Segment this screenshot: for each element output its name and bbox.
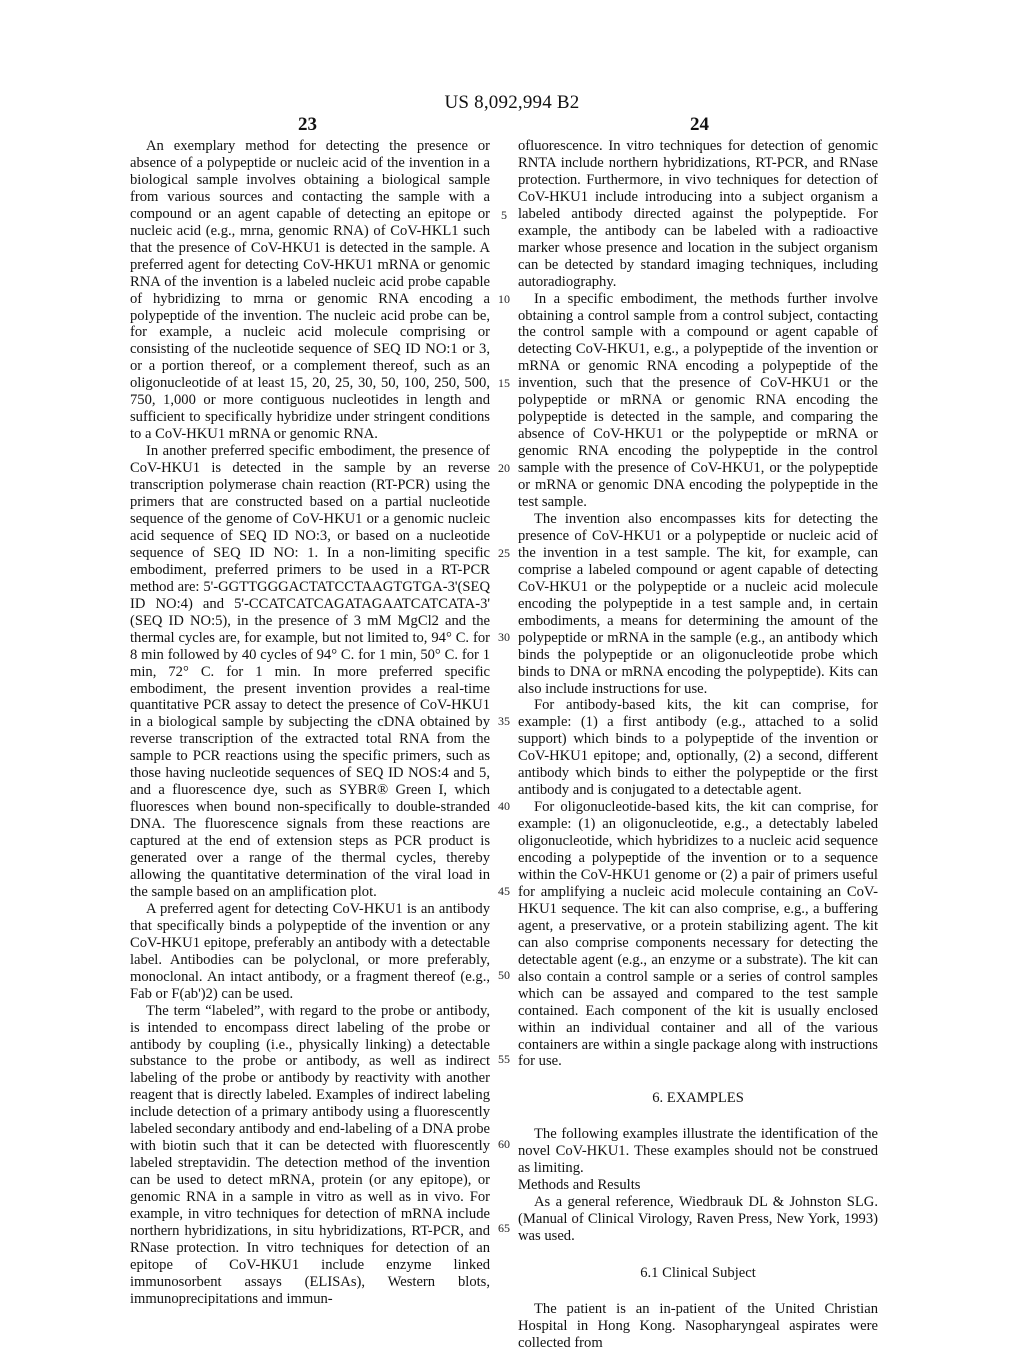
- line-number: 15: [498, 376, 510, 390]
- paragraph: An exemplary method for detecting the presence or absence of a polypeptide or nucleic acid of the invention in a biological sample involves obtaining a biological sample from various sources and contacting the sample with a compound or an agent capable of detecting an epitope or nucleic acid (e.g., mrna, genomic RNA) of CoV-HKL1 such that the presence of CoV-HKU1 is detected in the sample. A preferred agent for detecting CoV-HKU1 mRNA or genomic RNA of the invention is a labeled nucleic acid probe capable of hybridizing to mrna or genomic RNA encoding a polypeptide of the invention. The nucleic acid probe can be, for example, a nucleic acid molecule comprising or consisting of the nucleotide sequence of SEQ ID NO:1 or 3, or a portion thereof, or a complement thereof, such as an oligonucleotide of at least 15, 20, 25, 30, 50, 100, 250, 500, 750, 1,000 or more contiguous nucleotides in length and sufficient to specifically hybridize under stringent conditions to a CoV-HKU1 mRNA or genomic RNA.: [130, 138, 490, 443]
- page-number-left: 23: [298, 114, 317, 135]
- section-heading-examples: 6. EXAMPLES: [652, 1090, 744, 1107]
- line-number: 35: [498, 714, 510, 728]
- paragraph: As a general reference, Wiedbrauk DL & Johnston SLG. (Manual of Clinical Virology, Raven Press, New York, 1993) was used.: [518, 1194, 878, 1245]
- line-number: 55: [498, 1052, 510, 1066]
- section-heading-clinical-subject: 6.1 Clinical Subject: [640, 1265, 756, 1282]
- left-column: [130, 138, 490, 1308]
- line-number: 50: [498, 968, 510, 982]
- paragraph: The invention also encompasses kits for detecting the presence of CoV-HKU1 or a polypeptide or nucleic acid of the invention in a test sample. The kit, for example, can comprise a labeled compound or agent capable of detecting CoV-HKU1 or the polypeptide or a nucleic acid molecule encoding the polypeptide in a test sample and, in certain embodiments, a means for determining the amount of the polypeptide or mRNA in the sample (e.g., an antibody which binds the polypeptide or an oligonucleotide probe which binds to DNA or mRNA encoding the polypeptide). Kits can also include instructions for use.: [518, 510, 878, 697]
- paragraph: The term “labeled”, with regard to the probe or antibody, is intended to encompass direct labeling of the probe or antibody by coupling (i.e., physically linking) a detectable substance to the probe or antibody, as well as indirect labeling of the probe or antibody by reactivity with another reagent that is directly labeled. Examples of indirect labeling include detection of a primary antibody using a fluorescently labeled secondary antibody and end-labeling of a DNA probe with biotin such that it can be detected with fluorescently labeled streptavidin. The detection method of the invention can be used to detect mRNA, protein (or any epitope), or genomic RNA in a sample in vitro as well as in vivo. For example, in vitro techniques for detection of mRNA include northern hybridizations, in situ hybridizations, RT-PCR, and RNase protection. In vitro techniques for detection of an epitope of CoV-HKU1 include enzyme linked immunosorbent assays (ELISAs), Western blots, immunoprecipitations and immun-: [130, 1002, 490, 1307]
- line-number: 65: [498, 1221, 510, 1235]
- subheading-methods: Methods and Results: [518, 1177, 641, 1194]
- line-number: 60: [498, 1137, 510, 1151]
- paragraph: For antibody-based kits, the kit can comprise, for example: (1) a first antibody (e.g., attached to a solid support) which binds to a polypeptide of the invention or CoV-HKU1 epitope; and, optionally, (2) a second, different antibody which binds to either the polypeptide or the first antibody and is conjugated to a detectable agent.: [518, 697, 878, 799]
- page-number-right: 24: [690, 114, 709, 135]
- line-number: 45: [498, 884, 510, 898]
- paragraph: For oligonucleotide-based kits, the kit can comprise, for example: (1) an oligonucleotide, e.g., a detectably labeled oligonucleotide, which hybridizes to a nucleic acid sequence encoding a polypeptide of the invention or to a sequence within the CoV-HKU1 genome or (2) a pair of primers useful for amplifying a nucleic acid molecule containing an CoV-HKU1 sequence. The kit can also comprise, e.g., a buffering agent, a preservative, or a protein stabilizing agent. The kit can also comprise components necessary for detecting the detectable agent (e.g., an enzyme or a substrate). The kit can also contain a control sample or a series of control samples which can be assayed and compared to the test sample contained. Each component of the kit is usually enclosed within an individual container and all of the various containers are within a single package along with instructions for use.: [518, 799, 878, 1070]
- line-number: 25: [498, 546, 510, 560]
- paragraph: In a specific embodiment, the methods further involve obtaining a control sample from a control subject, contacting the control sample with a compound or agent capable of detecting CoV-HKU1, e.g., a polypeptide of the invention or mRNA or genomic RNA encoding a polypeptide of the invention, such that the presence of CoV-HKU1 or the polypeptide or mRNA or genomic RNA encoding the polypeptide is detected in the sample, and comparing the absence of CoV-HKU1 or the polypeptide or mRNA or genomic RNA encoding the polypeptide in the control sample with the presence of CoV-HKU1, or the polypeptide or mRNA or genomic DNA encoding the polypeptide in the test sample.: [518, 290, 878, 511]
- paragraph: In another preferred specific embodiment, the presence of CoV-HKU1 is detected in the sample by an reverse transcription polymerase chain reaction (RT-PCR) using the primers that are constructed based on a partial nucleotide sequence of the genome of CoV-HKU1 or a genomic nucleic acid sequence of SEQ ID NO:3, or based on a nucleotide sequence of SEQ ID NO: 1. In a non-limiting specific embodiment, preferred primers to be used in a RT-PCR method are: 5'-GGTTGGGACTATCCTAAGTGTGA-3'(SEQ ID NO:4) and 5'-CCATCATCAGATAGAATCATCATA-3' (SEQ ID NO:5), in the presence of 3 mM MgCl2 and the thermal cycles are, for example, but not limited to, 94° C. for 8 min followed by 40 cycles of 94° C. for 1 min, 50° C. for 1 min, 72° C. for 1 min. In more preferred specific embodiment, the present invention provides a real-time quantitative PCR assay to detect the presence of CoV-HKU1 in a biological sample by subjecting the cDNA obtained by reverse transcription of the extracted total RNA from the sample to PCR reactions using the specific primers, such as those having nucleotide sequences of SEQ ID NOS:4 and 5, and a fluorescence dye, such as SYBR® Green I, which fluoresces when bound non-specifically to double-stranded DNA. The fluorescence signals from these reactions are captured at the end of extension steps as PCR product is generated over a range of the thermal cycles, thereby allowing the quantitative determination of the viral load in the sample based on an amplification plot.: [130, 443, 490, 900]
- line-number: 5: [501, 208, 507, 222]
- paragraph: The following examples illustrate the identification of the novel CoV-HKU1. These examples should not be construed as limiting.: [518, 1126, 878, 1177]
- line-number: 20: [498, 461, 510, 475]
- line-number: 30: [498, 630, 510, 644]
- paragraph: The patient is an in-patient of the United Christian Hospital in Hong Kong. Nasopharyngeal aspirates were collected from: [518, 1301, 878, 1351]
- line-number: 40: [498, 799, 510, 813]
- paragraph: ofluorescence. In vitro techniques for detection of genomic RNTA include northern hybridizations, RT-PCR, and RNase protection. Furthermore, in vivo techniques for detection of CoV-HKU1 include introducing into a subject organism a labeled antibody directed against the polypeptide. For example, the antibody can be labeled with a radioactive marker whose presence and location in the subject organism can be detected by standard imaging techniques, including autoradiography.: [518, 138, 878, 290]
- patent-number: US 8,092,994 B2: [444, 92, 580, 113]
- line-number: 10: [498, 292, 510, 306]
- paragraph: A preferred agent for detecting CoV-HKU1 is an antibody that specifically binds a polypeptide of the invention or any CoV-HKU1 epitope, preferably an antibody with a detectable label. Antibodies can be polyclonal, or more preferably, monoclonal. An intact antibody, or a fragment thereof (e.g., Fab or F(ab')2) can be used.: [130, 900, 490, 1002]
- right-column: [518, 138, 878, 1352]
